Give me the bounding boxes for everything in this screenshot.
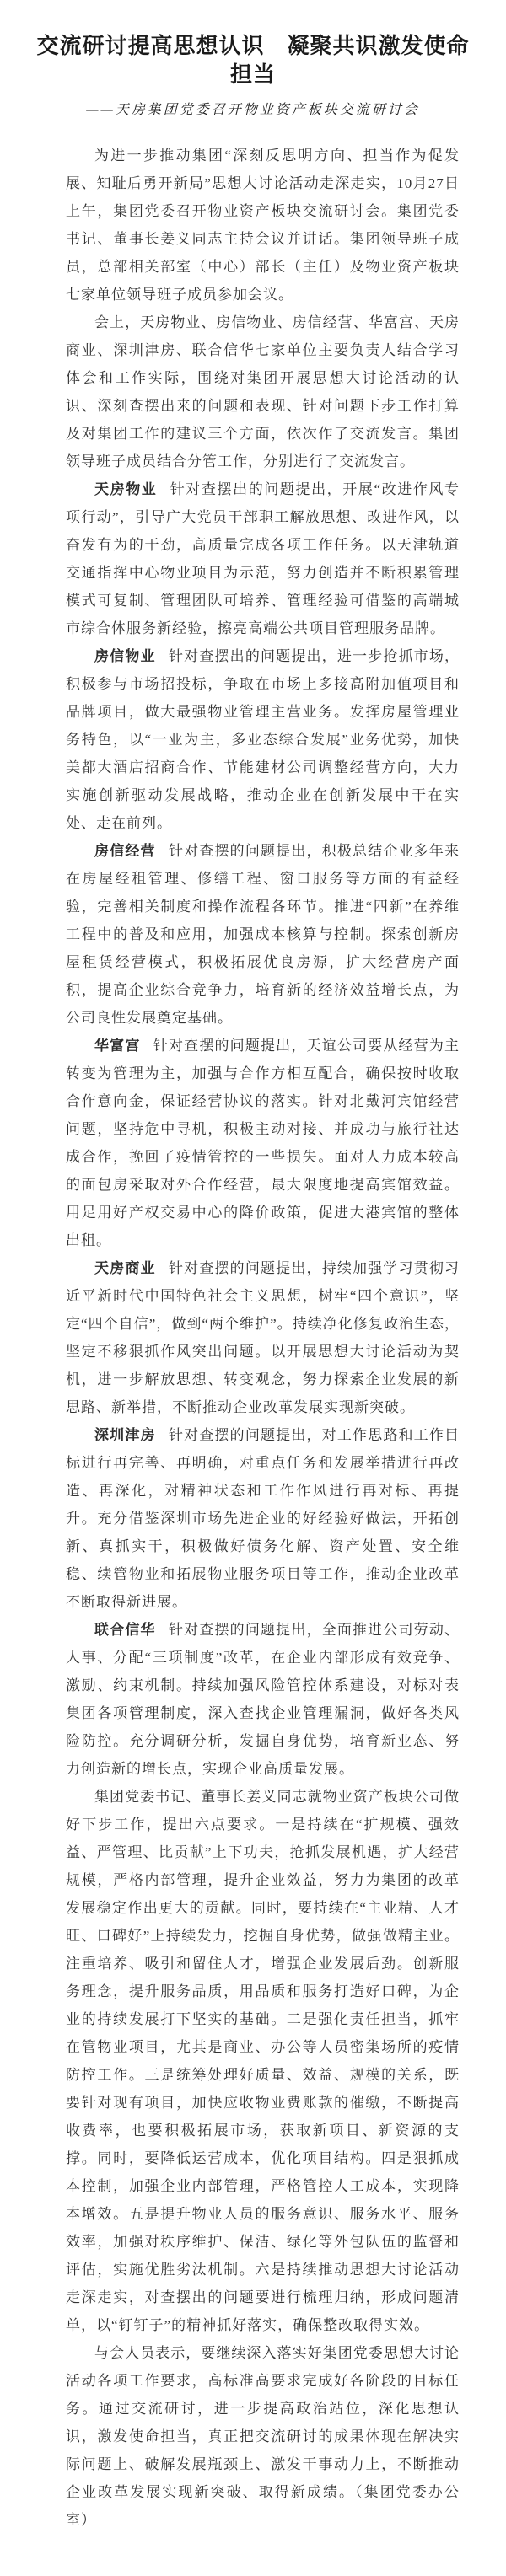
paragraph-shenzhen-jinfang xyxy=(66,1421,460,1616)
paragraph-text: 会上，天房物业、房信物业、房信经营、华富宫、天房商业、深圳津房、联合信华七家单位主要负责人结合学习体会和工作实际，围绕对集团开展思想大讨论活动的认识、深刻查摆出来的问题和表现、针对问题下步工作打算及对集团工作的建议三个方面，依次作了交流发言。集团领导班子成员结合分管工作，分别进行了交流发言。 xyxy=(66,314,460,470)
paragraph-intro xyxy=(66,142,460,309)
paragraph-text: 针对查摆的问题提出，持续加强学习贯彻习近平新时代中国特色社会主义思想，树牢“四个意识”，坚定“四个自信”，做到“两个维护”。持续净化修复政治生态，坚定不移狠抓作风突出问题。以开展思想大讨论活动为契机，进一步解放思想、转变观念，努力探索企业发展的新思路、新举措，不断推动企业改革发展实现新突破。 xyxy=(66,1260,460,1415)
paragraph-text: 针对查摆的问题提出，天谊公司要从经营为主转变为管理为主，加强与合作方相互配合，确保按时收取合作意向金，保证经营协议的落实。针对北戴河宾馆经营问题，坚持危中寻机，积极主动对接、并成功与旅行社达成合作，挽回了疫情管控的一些损失。面对人力成本较高的面包房采取对外合作经营，最大限度地提高宾馆效益。用足用好产权交易中心的降价政策，促进大港宾馆的整体出租。 xyxy=(66,1038,460,1248)
section-lead-lianhe-xinhua: 联合信华 xyxy=(94,1622,156,1638)
paragraph-huafugong xyxy=(66,1032,460,1254)
paragraph-lianhe-xinhua xyxy=(66,1616,460,1783)
paragraph-text: 针对查摆出的问题提出，进一步抢抓市场，积极参与市场招投标，争取在市场上多接高附加值项目和品牌项目，做大最强物业管理主营业务。发挥房屋管理业务特色，以“一业为主，多业态综合发展”业务优势，加快美都大酒店招商合作、节能建材公司调整经营方向，大力实施创新驱动发展战略，推动企业在创新发展中干在实处、走在前列。 xyxy=(66,648,460,831)
section-lead-fangxin-wuye: 房信物业 xyxy=(94,648,156,664)
paragraph-closing xyxy=(66,2339,460,2534)
article-body xyxy=(66,142,460,2534)
paragraph-tianfang-shangye xyxy=(66,1254,460,1421)
article-title: 交流研讨提高思想认识 凝聚共识激发使命担当 xyxy=(36,34,470,87)
section-lead-huafugong: 华富宫 xyxy=(94,1038,141,1054)
section-lead-shenzhen-jinfang: 深圳津房 xyxy=(94,1427,156,1443)
paragraph-text: 针对查摆出的问题提出，开展“改进作风专项行动”，引导广大党员干部职工解放思想、改进作风，以奋发有为的干劲，高质量完成各项工作任务。以天津轨道交通指挥中心物业项目为示范，努力创造并不断积累管理模式可复制、管理团队可培养、管理经验可借鉴的高端城市综合体服务新经验，擦亮高端公共项目管理服务品牌。 xyxy=(66,481,460,636)
paragraph-text: 为进一步推动集团“深刻反思明方向、担当作为促发展、知耻后勇开新局”思想大讨论活动走深走实，10月27日上午，集团党委召开物业资产板块交流研讨会。集团党委书记、董事长姜义同志主持会议并讲话。集团领导班子成员，总部相关部室（中心）部长（主任）及物业资产板块七家单位领导班子成员参加会议。 xyxy=(66,148,460,303)
paragraph-fangxin-wuye xyxy=(66,642,460,837)
paragraph-text: 针对查摆的问题提出，全面推进公司劳动、人事、分配“三项制度”改革，在企业内部形成有效竞争、激励、约束机制。持续加强风险管控体系建设，对标对表集团各项管理制度，深入查找企业管理漏洞，做好各类风险防控。充分调研分析，发掘自身优势，培育新业态、努力创造新的增长点，实现企业高质量发展。 xyxy=(66,1622,460,1777)
section-lead-tianfang-wuye: 天房物业 xyxy=(94,481,158,497)
paragraph-text: 与会人员表示，要继续深入落实好集团党委思想大讨论活动各项工作要求，高标准高要求完成好各阶段的目标任务。通过交流研讨，进一步提高政治站位，深化思想认识，激发使命担当，真正把交流研讨的成果体现在解决实际问题上、破解发展瓶颈上、激发干事动力上，不断推动企业改革发展实现新突破、取得新成绩。（集团党委办公室） xyxy=(66,2345,460,2528)
paragraph-tianfang-wuye xyxy=(66,475,460,642)
paragraph-text: 针对查摆的问题提出，积极总结企业多年来在房屋经租管理、修缮工程、窗口服务等方面的有益经验，完善相关制度和操作流程各环节。推进“四新”在养维工程中的普及和应用，加强成本核算与控制。探索创新房屋租赁经营模式，积极拓展优良房源，扩大经营房产面积，提高企业综合竞争力，培育新的经济效益增长点，为公司良性发展奠定基础。 xyxy=(66,843,460,1026)
section-lead-fangxin-jingying: 房信经营 xyxy=(94,843,156,859)
paragraph-meeting-overview xyxy=(66,309,460,475)
section-lead-tianfang-shangye: 天房商业 xyxy=(94,1260,156,1276)
article-subtitle: ——天房集团党委召开物业资产板块交流研讨会 xyxy=(86,103,420,117)
paragraph-text: 针对查摆的问题提出，对工作思路和工作目标进行再完善、再明确，对重点任务和发展举措进行再改造、再深化，对精神状态和工作作风进行再对标、再提升。充分借鉴深圳市场先进企业的好经验好做法，开拓创新、真抓实干，积极做好债务化解、资产处置、安全维稳、续管物业和拓展物业服务项目等工作，推动企业改革不断取得新进展。 xyxy=(66,1427,460,1610)
paragraph-text: 集团党委书记、董事长姜义同志就物业资产板块公司做好下步工作，提出六点要求。一是持续在“扩规模、强效益、严管理、比贡献”上下功夫，抢抓发展机遇，扩大经营规模，严格内部管理，提升企业效益，努力为集团的改革发展稳定作出更大的贡献。同时，要持续在“主业精、人才旺、口碑好”上持续发力，挖掘自身优势，做强做精主业。注重培养、吸引和留住人才，增强企业发展后劲。创新服务理念，提升服务品质，用品质和服务打造好口碑，为企业的持续发展打下坚实的基础。二是强化责任担当，抓牢在管物业项目，尤其是商业、办公等人员密集场所的疫情防控工作。三是统筹处理好质量、效益、规模的关系，既要针对现有项目，加快应收物业费账款的催缴，不断提高收费率，也要积极拓展市场，获取新项目、新资源的支撑。同时，要降低运营成本，优化项目结构。四是狠抓成本控制，加强企业内部管理，严格管控人工成本，实现降本增效。五是提升物业人员的服务意识、服务水平、服务效率，加强对秩序维护、保洁、绿化等外包队伍的监督和评估，实施优胜劣汰机制。六是持续推动思想大讨论活动走深走实，对查摆出的问题要进行梳理归纳，形成问题清单，以“钉钉子”的精神抓好落实，确保整改取得实效。 xyxy=(66,1789,460,2333)
paragraph-fangxin-jingying xyxy=(66,837,460,1032)
paragraph-six-requirements xyxy=(66,1783,460,2339)
